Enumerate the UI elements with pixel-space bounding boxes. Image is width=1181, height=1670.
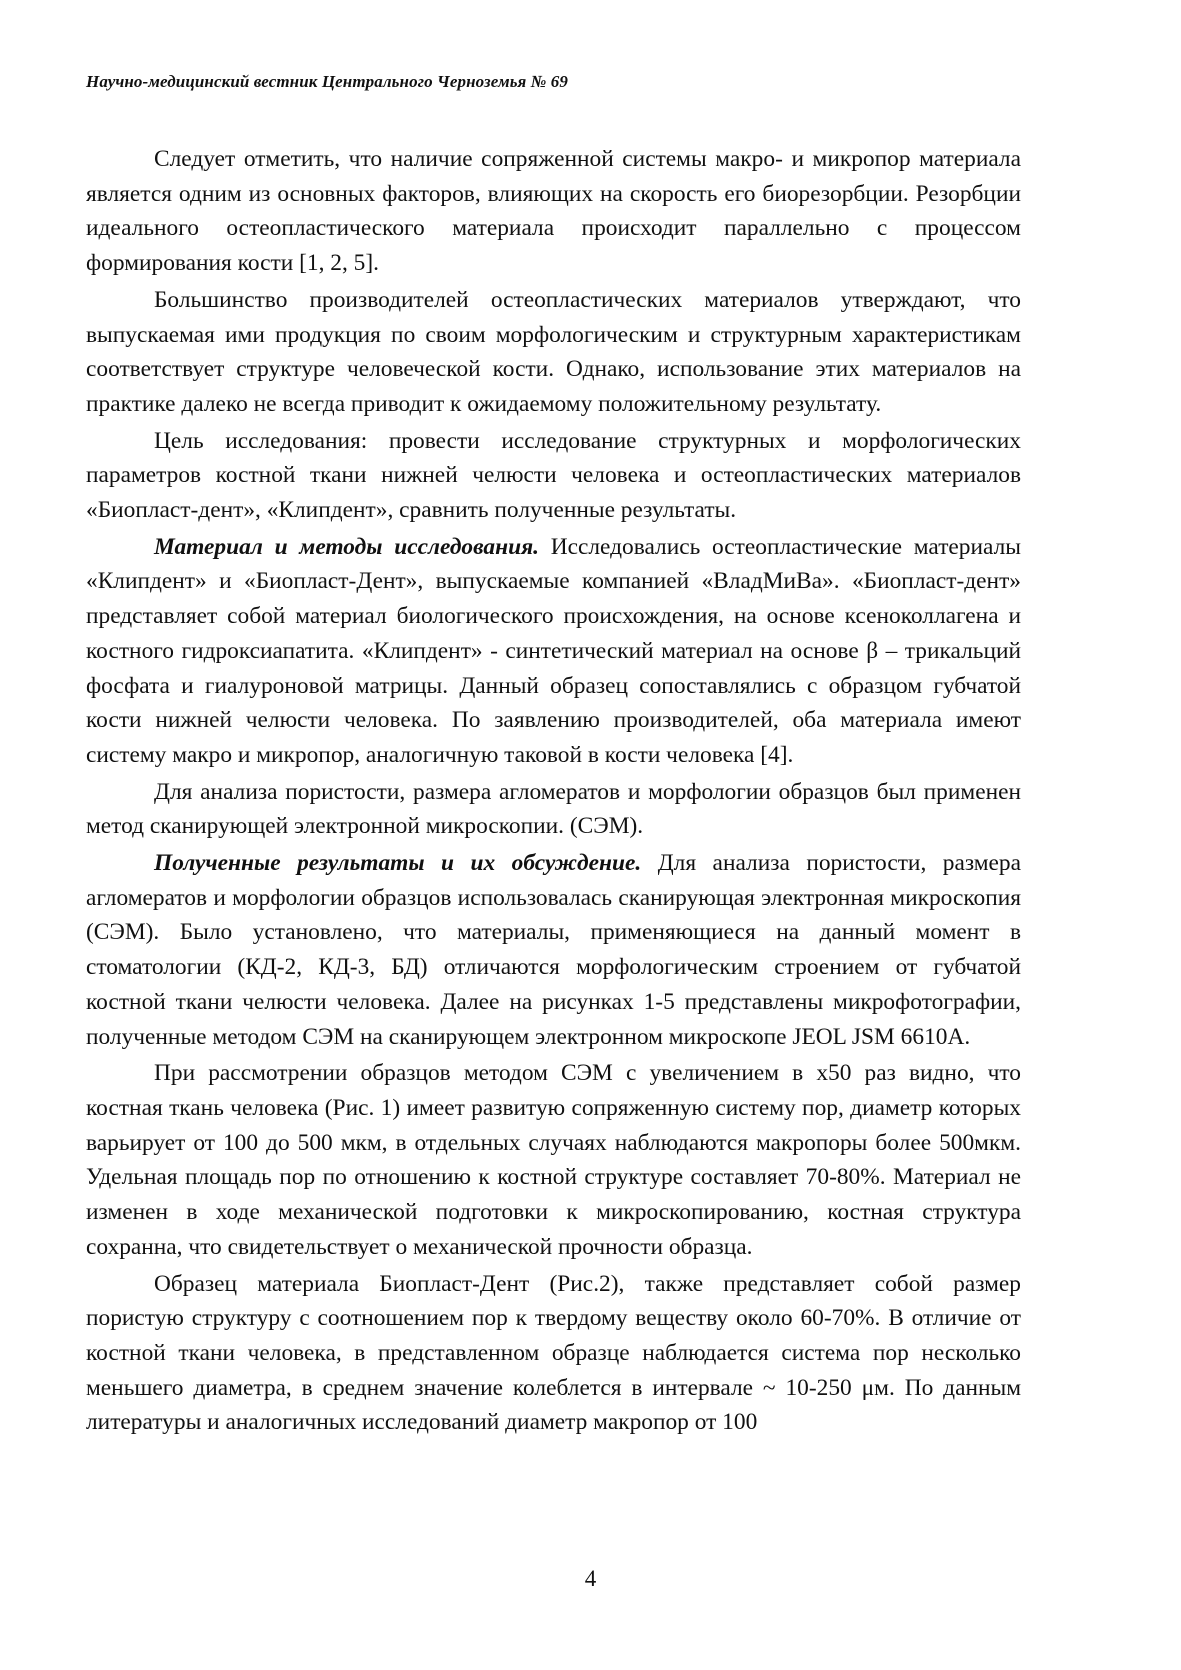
paragraph-4 [86, 530, 1021, 773]
paragraph-text: При рассмотрении образцов методом СЭМ с увеличением в х50 раз видно, что костная ткань человека (Рис. 1) имеет развитую сопряженную систему пор, диаметр которых варьирует от 100 до 500 мкм, в отдельных случаях наблюдаются макропоры более 500мкм. Удельная площадь пор по отношению к костной структуре составляет 70-80%. Материал не изменен в ходе механической подготовки к микроскопированию, костная структура сохранна, что свидетельствует о механической прочности образца. [86, 1060, 1021, 1260]
journal-header: Научно-медицинский вестник Центрального Черноземья № 69 [86, 72, 568, 91]
page-number: 4 [584, 1566, 597, 1591]
section-heading-results: Полученные результаты и их обсуждение. [154, 850, 642, 877]
paragraph-text: Для анализа пористости, размера агломератов и морфологии образцов использовалась сканирующая электронная микроскопия (СЭМ). Было установлено, что материалы, применяющиеся на данный момент в стоматологии (КД-2, КД-3, БД) отличаются морфологическим строением от губчатой костной ткани челюсти человека. Далее на рисунках 1-5 представлены микрофотографии, полученные методом СЭМ на сканирующем электронном микроскопе JEOL JSM 6610A. [86, 850, 1021, 1050]
paragraph-text: Образец материала Биопласт-Дент (Рис.2), также представляет собой размер пористую структуру с соотношением пор к твердому веществу около 60-70%. В отличие от костной ткани человека, в представленном образце наблюдается система пор несколько меньшего диаметра, в среднем значение колеблется в интервале ~ 10-250 μм. По данным литературы и аналогичных исследований диаметр макропор от 100 [86, 1270, 1021, 1436]
paragraph-2 [86, 283, 1021, 422]
article-body [86, 142, 1021, 1440]
paragraph-text: Цель исследования: провести исследование структурных и морфологических параметров костной ткани нижней челюсти человека и остеопластических материалов «Биопласт-дент», «Клипдент», сравнить полученные результаты. [86, 427, 1021, 524]
paragraph-8 [86, 1267, 1021, 1441]
section-heading-methods: Материал и методы исследования. [154, 533, 539, 560]
paragraph-3 [86, 424, 1021, 528]
paragraph-7 [86, 1056, 1021, 1264]
paragraph-text: Исследовались остеопластические материалы «Клипдент» и «Биопласт-Дент», выпускаемые компанией «ВладМиВа». «Биопласт-дент» представляет собой материал биологического происхождения, на основе ксеноколлагена и костного гидроксиапатита. «Клипдент» - синтетический материал на основе β – трикальций фосфата и гиалуроновой матрицы. Данный образец сопоставлялись с образцом губчатой кости нижней челюсти человека. По заявлению производителей, оба материала имеют систему макро и микропор, аналогичную таковой в кости человека [4]. [86, 533, 1021, 768]
paragraph-text: Следует отметить, что наличие сопряженной системы макро- и микропор материала является одним из основных факторов, влияющих на скорость его биорезорбции. Резорбции идеального остеопластического материала происходит параллельно с процессом формирования кости [1, 2, 5]. [86, 146, 1021, 277]
paragraph-6 [86, 846, 1021, 1054]
paragraph-5 [86, 775, 1021, 844]
paragraph-text: Большинство производителей остеопластических материалов утверждают, что выпускаемая ими продукция по своим морфологическим и структурным характеристикам соответствует структуре человеческой кости. Однако, использование этих материалов на практике далеко не всегда приводит к ожидаемому положительному результату. [86, 286, 1021, 417]
paragraph-1 [86, 142, 1021, 281]
paragraph-text: Для анализа пористости, размера агломератов и морфологии образцов был применен метод сканирующей электронной микроскопии. (СЭМ). [86, 778, 1021, 840]
